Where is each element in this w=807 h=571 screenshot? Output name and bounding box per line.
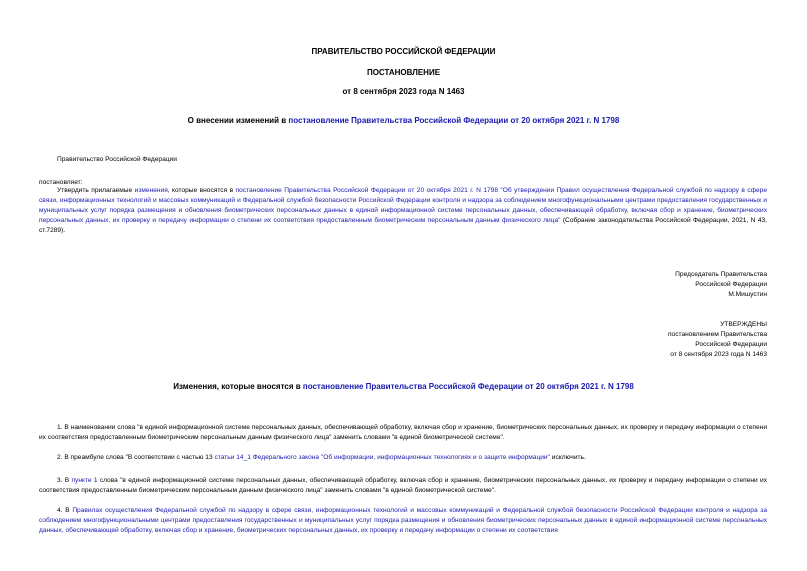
decree-text-2: , которые вносятся в [167,187,236,194]
document-title-link[interactable]: постановление Правительства Российской Федерации от 20 октября 2021 г. N 1798 [288,116,620,125]
decree-text-4: (Собрание законодательства Российской Федерации, 2021, N 43, ст.7289). [39,216,768,234]
signature-name: М.Мишустин [728,290,767,298]
government-heading: ПРАВИТЕЛЬСТВО РОССИЙСКОЙ ФЕДЕРАЦИИ [311,47,496,56]
change-item-2-text-2: исключить. [549,454,586,461]
approved-organization: Российской Федерации [695,340,767,348]
signature-organization: Российской Федерации [695,280,767,288]
change-item-4-text-1: 4. В [57,507,73,514]
decree-paragraph [39,186,767,235]
approved-date: от 8 сентября 2023 года N 1463 [670,350,767,358]
change-item-1: 1. В наименовании слова "в единой информационной системе персональных данных, обеспечивающей обработку, включая сбор и хранение, биометрических персональных данных, их проверку и передачу информации о степени их соответствия предоставленным биометрическим персональным данным физического лица" заменить словами "в единой биометрической системе". [39,424,767,441]
change-item-3-text-1: 3. В [57,477,72,484]
document-title-prefix: О внесении изменений в [187,116,289,125]
decree-link-resolution[interactable]: постановление Правительства Российской Федерации от 20 октября 2021 г. N 1798 [235,187,498,194]
change-item-2-link[interactable]: статьи 14_1 Федерального закона "Об информации, информационных технологиях и о защите информации" [214,454,550,461]
changes-title [0,381,807,393]
change-item-3 [39,476,767,496]
change-item-2-text-1: 2. В преамбуле слова "В соответствии с частью 13 [57,454,215,461]
change-item-3-link[interactable]: пункте 1 [71,477,98,484]
document-title [0,115,807,127]
change-item-3-text-2: слова "в единой информационной системе персональных данных, обеспечивающей обработку, включая сбор и хранение, биометрических персональных данных, их проверку и передачу информации о степени их соответствия предоставленным биометрическим персональным данным физического лица" заменить словами "в единой биометрической системе". [39,477,767,494]
changes-title-prefix: Изменения, которые вносятся в [173,382,303,391]
change-item-4-link[interactable]: Правилах осуществления Федеральной службой по надзору в сфере связи, информационных технологий и массовых коммуникаций и Федеральной службой безопасности Российской Федерации контроля и надзора за соблюдением многофункциональными центрами предоставления государственных и муниципальных услуг порядка размещения и обновления биометрических персональных данных в единой информационной системе персональных данных, обеспечивающей обработку, включая сбор и хранение, биометрических персональных данных, их проверку и передачу информации о степени их соответствия [39,507,768,534]
document-date-number: от 8 сентября 2023 года N 1463 [342,87,465,96]
approved-by: постановлением Правительства [667,330,767,338]
changes-title-link[interactable]: постановление Правительства Российской Федерации от 20 октября 2021 г. N 1798 [302,382,634,391]
decree-link-changes[interactable]: изменения [134,187,168,194]
signature-block [675,270,767,300]
government-line: Правительство Российской Федерации [57,156,177,163]
approved-block [668,320,767,360]
signature-position: Председатель Правительства [675,271,767,278]
change-item-2 [39,453,767,463]
decree-link-resolution-title[interactable]: "Об утверждении Правил осуществления Федеральной службой по надзору в сфере связи, информационных технологий и массовых коммуникаций и Федеральной службой безопасности Российской Федерации контроля и надзора за соблюдением многофункциональными центрами предоставления государственных и муниципальных услуг порядка размещения и обновления биометрических персональных данных в единой информационной системе персональных данных, обеспечивающей обработку, включая сбор и хранение, биометрических персональных данных, их проверку и передачу информации о степени их соответствия предоставленным биометрическим персональным данным физического лица" [39,187,767,224]
change-item-4 [39,506,767,536]
approved-label: УТВЕРЖДЕНЫ [720,321,767,328]
postanovlyaet-text: постановляет: [39,179,83,186]
document-type-heading: ПОСТАНОВЛЕНИЕ [366,68,441,77]
decree-text-1: Утвердить прилагаемые [57,187,135,194]
